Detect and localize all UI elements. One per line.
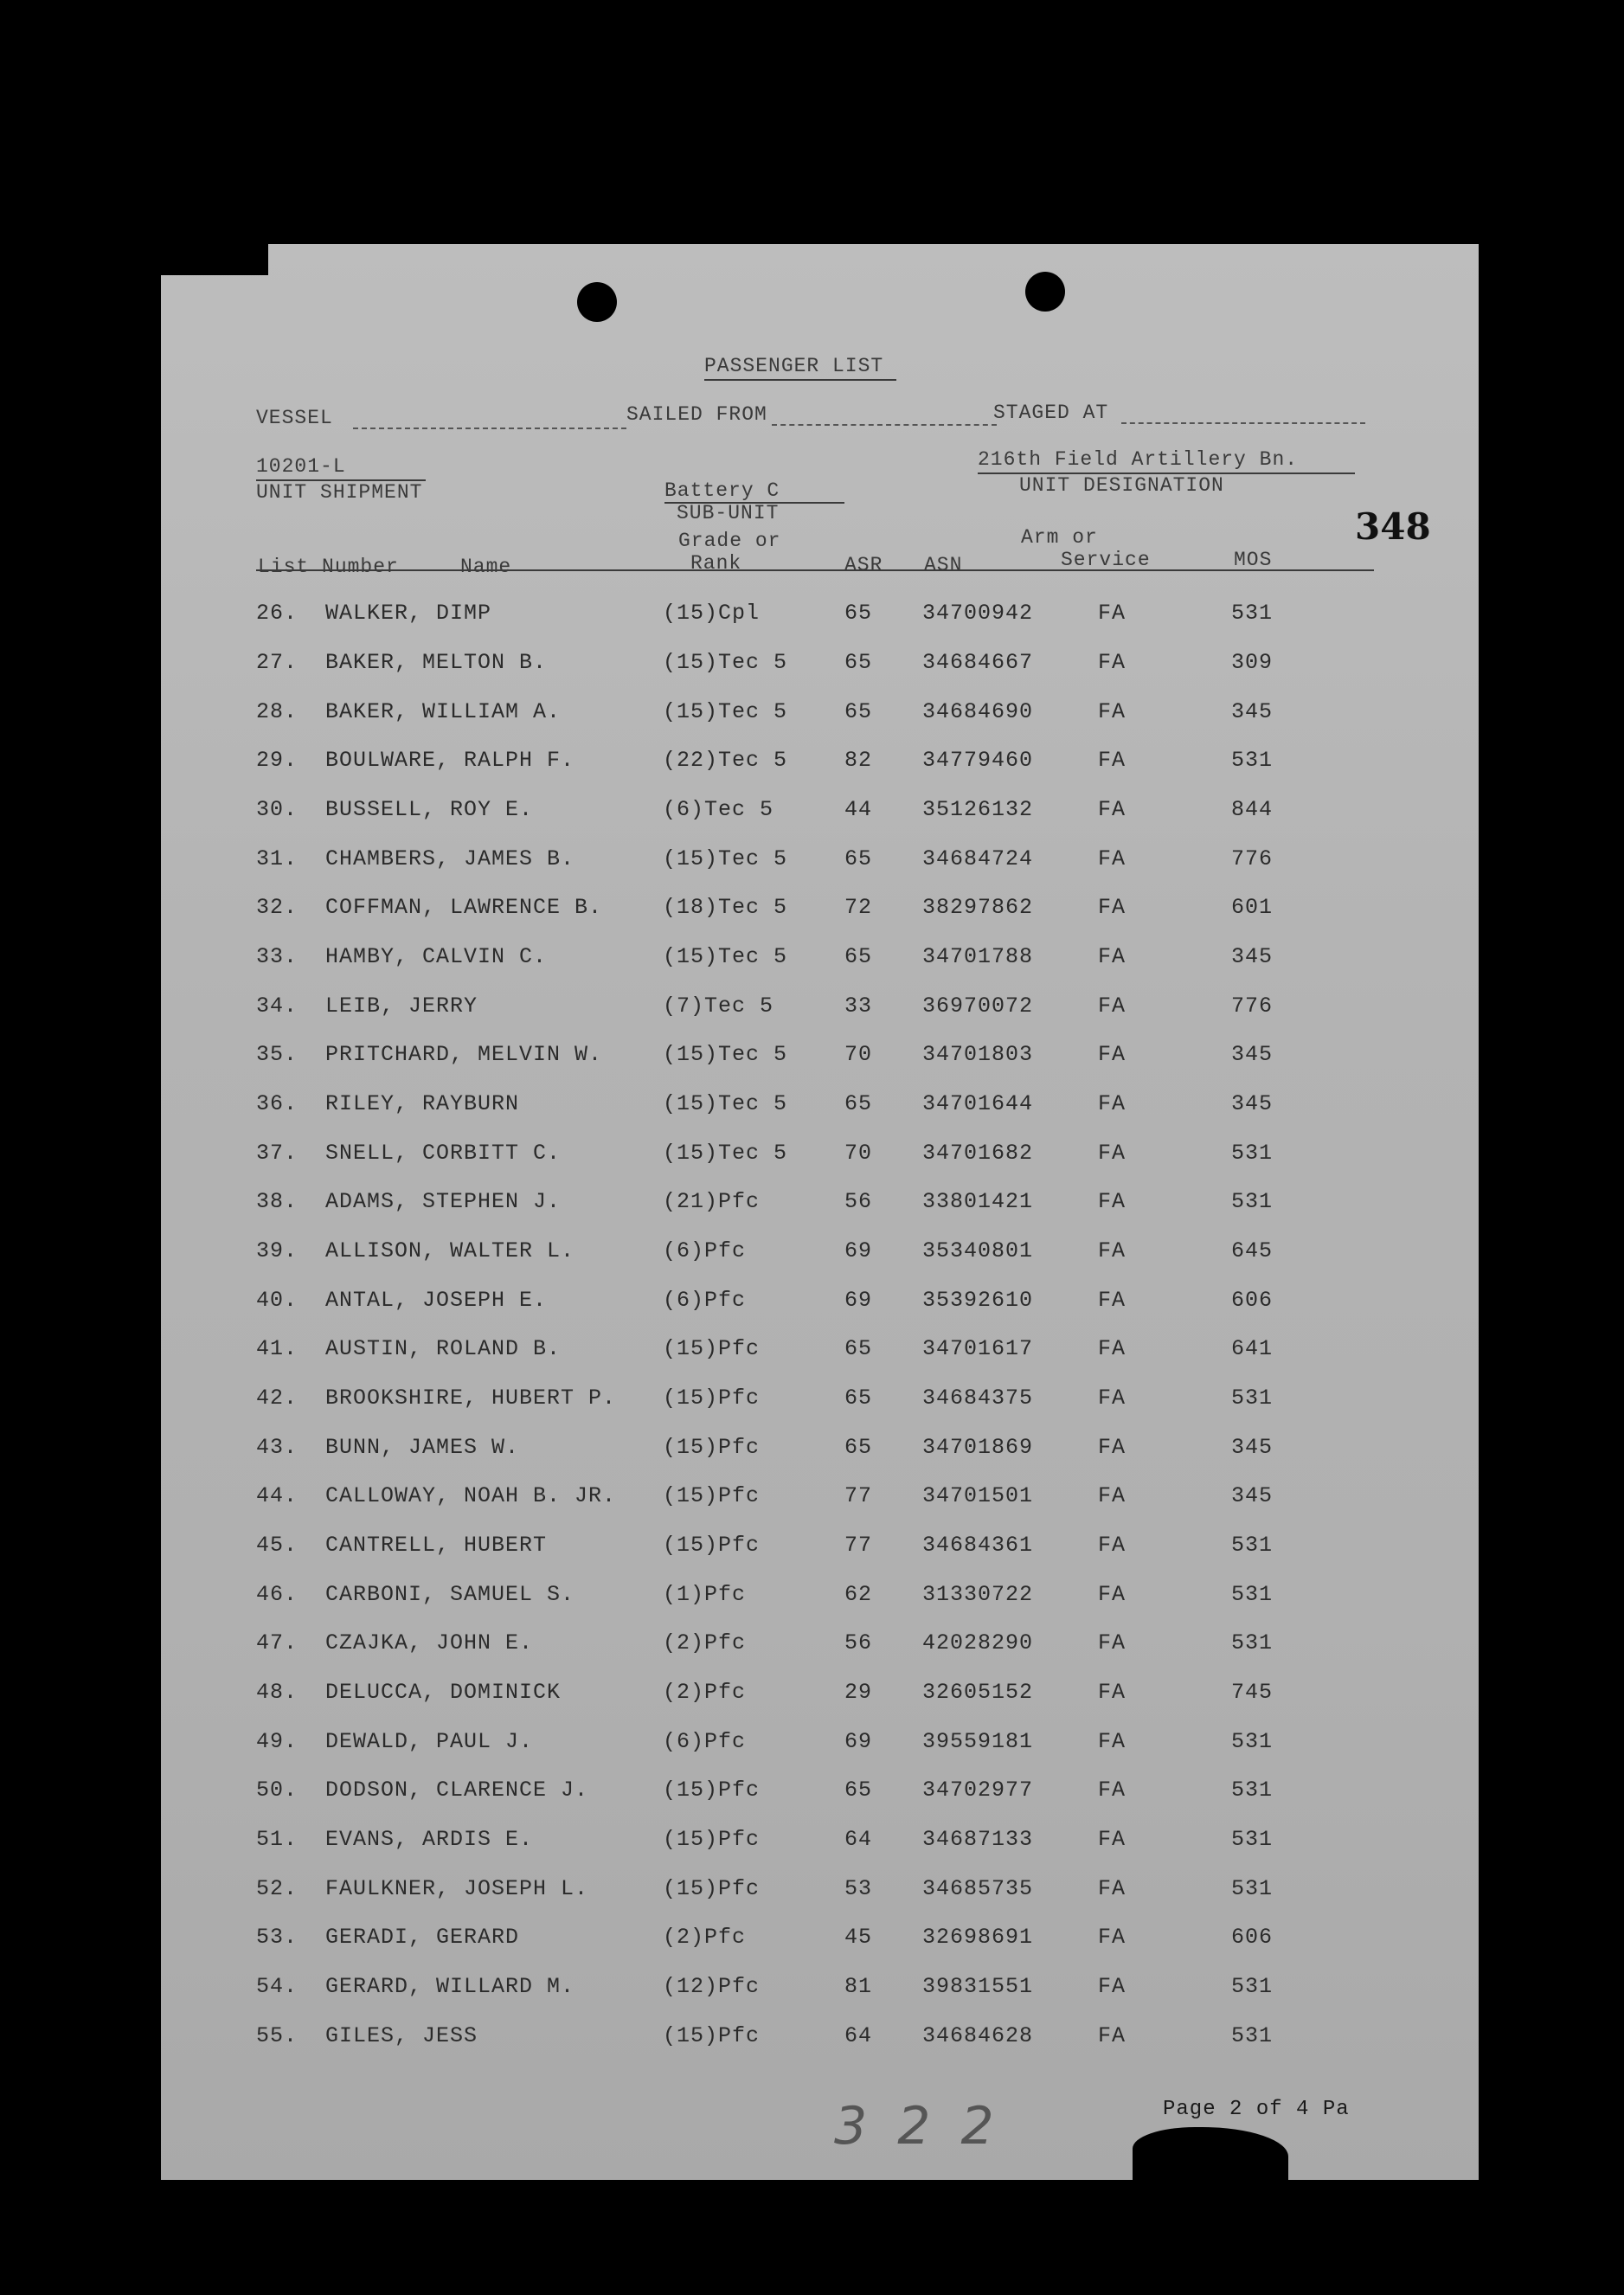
asn: 35392610 <box>922 1288 1034 1313</box>
grade-rank: (7)Tec 5 <box>663 993 774 1019</box>
passenger-name: LEIB, JERRY <box>325 993 478 1019</box>
page-corner-tab <box>161 244 268 275</box>
list-number: 55. <box>256 2023 298 2048</box>
grade-rank: (18)Tec 5 <box>663 895 788 920</box>
list-number: 31. <box>256 846 298 871</box>
unit-designation-label: UNIT DESIGNATION <box>1019 474 1224 497</box>
grade-rank: (15)Pfc <box>663 1385 761 1411</box>
table-row <box>161 650 1479 698</box>
mos: 531 <box>1231 1189 1274 1214</box>
table-row <box>161 1630 1479 1679</box>
grade-rank: (15)Tec 5 <box>663 1141 788 1166</box>
grade-rank: (15)Pfc <box>663 1876 761 1901</box>
mos: 531 <box>1231 1876 1274 1901</box>
asr: 64 <box>844 1827 873 1852</box>
passenger-name: HAMBY, CALVIN C. <box>325 944 548 969</box>
asr: 70 <box>844 1141 873 1166</box>
table-row <box>161 1288 1479 1336</box>
mos: 531 <box>1231 1141 1274 1166</box>
mos: 309 <box>1231 650 1274 675</box>
grade-rank: (15)Pfc <box>663 1336 761 1361</box>
table-row <box>161 1435 1479 1483</box>
unit-shipment-label: UNIT SHIPMENT <box>256 481 423 504</box>
arm-service: FA <box>1098 1778 1127 1803</box>
table-row <box>161 846 1479 895</box>
list-number: 35. <box>256 1042 298 1067</box>
table-row <box>161 601 1479 649</box>
mos: 745 <box>1231 1680 1274 1705</box>
asr: 69 <box>844 1238 873 1263</box>
mos: 776 <box>1231 846 1274 871</box>
arm-service: FA <box>1098 1385 1127 1411</box>
passenger-name: CHAMBERS, JAMES B. <box>325 846 575 871</box>
grade-rank: (15)Pfc <box>663 1827 761 1852</box>
page-stamp-number: 348 <box>1355 505 1431 548</box>
passenger-name: GILES, JESS <box>325 2023 478 2048</box>
list-number: 47. <box>256 1630 298 1655</box>
list-number: 34. <box>256 993 298 1019</box>
asn: 34685735 <box>922 1876 1034 1901</box>
passenger-name: CZAJKA, JOHN E. <box>325 1630 534 1655</box>
column-header-asr: ASR <box>844 554 883 576</box>
document-title: PASSENGER LIST <box>704 355 884 377</box>
asn: 31330722 <box>922 1582 1034 1607</box>
list-number: 45. <box>256 1533 298 1558</box>
list-number: 37. <box>256 1141 298 1166</box>
list-number: 44. <box>256 1483 298 1508</box>
list-number: 39. <box>256 1238 298 1263</box>
asn: 34701682 <box>922 1141 1034 1166</box>
passenger-name: BAKER, WILLIAM A. <box>325 699 562 724</box>
mos: 606 <box>1231 1925 1274 1950</box>
passenger-name: BROOKSHIRE, HUBERT P. <box>325 1385 617 1411</box>
unit-designation-value: 216th Field Artillery Bn. <box>978 448 1299 471</box>
sub-unit-value: Battery C <box>664 479 780 502</box>
table-row <box>161 1680 1479 1728</box>
arm-service: FA <box>1098 1435 1127 1460</box>
passenger-name: CARBONI, SAMUEL S. <box>325 1582 575 1607</box>
mos: 345 <box>1231 944 1274 969</box>
asn: 34701617 <box>922 1336 1034 1361</box>
asr: 77 <box>844 1483 873 1508</box>
sailed-from-field-line <box>772 424 997 426</box>
title-underline <box>704 379 896 381</box>
asn: 34779460 <box>922 748 1034 773</box>
table-row <box>161 895 1479 943</box>
list-number: 48. <box>256 1680 298 1705</box>
arm-service: FA <box>1098 699 1127 724</box>
table-row <box>161 1238 1479 1287</box>
passenger-name: BUSSELL, ROY E. <box>325 797 534 822</box>
asr: 44 <box>844 797 873 822</box>
asr: 65 <box>844 601 873 626</box>
column-header-grade-line1: Grade or <box>678 530 781 552</box>
list-number: 50. <box>256 1778 298 1803</box>
list-number: 52. <box>256 1876 298 1901</box>
table-row <box>161 748 1479 796</box>
asn: 35340801 <box>922 1238 1034 1263</box>
asr: 56 <box>844 1189 873 1214</box>
arm-service: FA <box>1098 895 1127 920</box>
asr: 65 <box>844 944 873 969</box>
asn: 34684724 <box>922 846 1034 871</box>
mos: 531 <box>1231 1974 1274 1999</box>
list-number: 30. <box>256 797 298 822</box>
mos: 606 <box>1231 1288 1274 1313</box>
torn-corner <box>1133 2127 1288 2181</box>
asr: 72 <box>844 895 873 920</box>
passenger-name: BOULWARE, RALPH F. <box>325 748 575 773</box>
passenger-name: GERARD, WILLARD M. <box>325 1974 575 1999</box>
asr: 56 <box>844 1630 873 1655</box>
table-row <box>161 797 1479 845</box>
asn: 34684690 <box>922 699 1034 724</box>
arm-service: FA <box>1098 748 1127 773</box>
arm-service: FA <box>1098 944 1127 969</box>
column-header-arm-line1: Arm or <box>1021 526 1098 549</box>
grade-rank: (2)Pfc <box>663 1925 747 1950</box>
table-row <box>161 1483 1479 1532</box>
arm-service: FA <box>1098 1483 1127 1508</box>
passenger-name: DODSON, CLARENCE J. <box>325 1778 589 1803</box>
handwritten-note: 3 2 2 <box>834 2096 1001 2157</box>
unit-shipment-value: 10201-L <box>256 455 346 478</box>
asn: 39559181 <box>922 1729 1034 1754</box>
list-number: 29. <box>256 748 298 773</box>
passenger-name: PRITCHARD, MELVIN W. <box>325 1042 603 1067</box>
table-row <box>161 1729 1479 1778</box>
arm-service: FA <box>1098 1925 1127 1950</box>
list-number: 26. <box>256 601 298 626</box>
grade-rank: (15)Pfc <box>663 1483 761 1508</box>
asn: 36970072 <box>922 993 1034 1019</box>
punch-hole-right <box>1025 272 1065 312</box>
table-row <box>161 1974 1479 2022</box>
asr: 69 <box>844 1288 873 1313</box>
asn: 34687133 <box>922 1827 1034 1852</box>
asr: 81 <box>844 1974 873 1999</box>
passenger-name: DEWALD, PAUL J. <box>325 1729 534 1754</box>
mos: 345 <box>1231 1091 1274 1116</box>
passenger-name: BUNN, JAMES W. <box>325 1435 520 1460</box>
grade-rank: (15)Cpl <box>663 601 761 626</box>
grade-rank: (22)Tec 5 <box>663 748 788 773</box>
table-row <box>161 1582 1479 1630</box>
asr: 77 <box>844 1533 873 1558</box>
list-number: 33. <box>256 944 298 969</box>
asr: 65 <box>844 1385 873 1411</box>
arm-service: FA <box>1098 1630 1127 1655</box>
arm-service: FA <box>1098 1189 1127 1214</box>
grade-rank: (15)Pfc <box>663 1533 761 1558</box>
passenger-name: EVANS, ARDIS E. <box>325 1827 534 1852</box>
asr: 65 <box>844 1435 873 1460</box>
list-number: 46. <box>256 1582 298 1607</box>
arm-service: FA <box>1098 601 1127 626</box>
mos: 641 <box>1231 1336 1274 1361</box>
asr: 45 <box>844 1925 873 1950</box>
vessel-label: VESSEL <box>256 407 333 429</box>
asn: 34684667 <box>922 650 1034 675</box>
asr: 69 <box>844 1729 873 1754</box>
grade-rank: (15)Tec 5 <box>663 846 788 871</box>
passenger-name: RILEY, RAYBURN <box>325 1091 520 1116</box>
passenger-name: AUSTIN, ROLAND B. <box>325 1336 562 1361</box>
asn: 38297862 <box>922 895 1034 920</box>
list-number: 42. <box>256 1385 298 1411</box>
mos: 345 <box>1231 1042 1274 1067</box>
grade-rank: (15)Tec 5 <box>663 1091 788 1116</box>
asn: 42028290 <box>922 1630 1034 1655</box>
table-row <box>161 1336 1479 1385</box>
grade-rank: (21)Pfc <box>663 1189 761 1214</box>
arm-service: FA <box>1098 846 1127 871</box>
column-header-underline <box>256 569 1374 571</box>
grade-rank: (15)Tec 5 <box>663 1042 788 1067</box>
arm-service: FA <box>1098 650 1127 675</box>
passenger-name: GERADI, GERARD <box>325 1925 520 1950</box>
mos: 345 <box>1231 699 1274 724</box>
asr: 62 <box>844 1582 873 1607</box>
asn: 34684361 <box>922 1533 1034 1558</box>
list-number: 40. <box>256 1288 298 1313</box>
punch-hole-left <box>577 282 617 322</box>
list-number: 49. <box>256 1729 298 1754</box>
asn: 34684375 <box>922 1385 1034 1411</box>
vessel-field-line <box>353 428 626 429</box>
list-number: 53. <box>256 1925 298 1950</box>
column-header-grade-line2: Rank <box>690 552 742 575</box>
arm-service: FA <box>1098 1582 1127 1607</box>
asn: 32605152 <box>922 1680 1034 1705</box>
column-header-asn: ASN <box>924 554 963 576</box>
grade-rank: (15)Pfc <box>663 2023 761 2048</box>
table-row <box>161 993 1479 1042</box>
arm-service: FA <box>1098 1091 1127 1116</box>
arm-service: FA <box>1098 1974 1127 1999</box>
passenger-name: ALLISON, WALTER L. <box>325 1238 575 1263</box>
list-number: 28. <box>256 699 298 724</box>
asr: 65 <box>844 1778 873 1803</box>
mos: 531 <box>1231 1630 1274 1655</box>
table-row <box>161 1042 1479 1090</box>
passenger-name: CALLOWAY, NOAH B. JR. <box>325 1483 617 1508</box>
passenger-name: DELUCCA, DOMINICK <box>325 1680 562 1705</box>
column-header-arm-line2: Service <box>1061 549 1151 571</box>
grade-rank: (6)Pfc <box>663 1729 747 1754</box>
list-number: 51. <box>256 1827 298 1852</box>
mos: 531 <box>1231 1385 1274 1411</box>
grade-rank: (6)Pfc <box>663 1238 747 1263</box>
asn: 34701644 <box>922 1091 1034 1116</box>
passenger-name: SNELL, CORBITT C. <box>325 1141 562 1166</box>
table-row <box>161 1876 1479 1925</box>
arm-service: FA <box>1098 993 1127 1019</box>
mos: 601 <box>1231 895 1274 920</box>
list-number: 32. <box>256 895 298 920</box>
passenger-name: COFFMAN, LAWRENCE B. <box>325 895 603 920</box>
staged-at-field-line <box>1121 422 1365 424</box>
list-number: 41. <box>256 1336 298 1361</box>
mos: 531 <box>1231 1827 1274 1852</box>
column-header-list-number: List Number <box>258 556 399 578</box>
page-footer: Page 2 of 4 Pa <box>1163 2098 1350 2121</box>
table-row <box>161 1189 1479 1238</box>
list-number: 36. <box>256 1091 298 1116</box>
grade-rank: (15)Pfc <box>663 1435 761 1460</box>
asr: 33 <box>844 993 873 1019</box>
asr: 64 <box>844 2023 873 2048</box>
arm-service: FA <box>1098 2023 1127 2048</box>
asr: 65 <box>844 650 873 675</box>
asr: 65 <box>844 1336 873 1361</box>
grade-rank: (6)Tec 5 <box>663 797 774 822</box>
arm-service: FA <box>1098 1876 1127 1901</box>
arm-service: FA <box>1098 1336 1127 1361</box>
asn: 34701869 <box>922 1435 1034 1460</box>
table-row <box>161 1141 1479 1189</box>
arm-service: FA <box>1098 1141 1127 1166</box>
asn: 39831551 <box>922 1974 1034 1999</box>
mos: 776 <box>1231 993 1274 1019</box>
asn: 34701501 <box>922 1483 1034 1508</box>
asr: 65 <box>844 846 873 871</box>
table-row <box>161 944 1479 993</box>
arm-service: FA <box>1098 1729 1127 1754</box>
list-number: 38. <box>256 1189 298 1214</box>
sailed-from-label: SAILED FROM <box>626 403 767 426</box>
passenger-name: CANTRELL, HUBERT <box>325 1533 548 1558</box>
arm-service: FA <box>1098 1288 1127 1313</box>
asn: 34702977 <box>922 1778 1034 1803</box>
column-header-mos: MOS <box>1234 549 1273 571</box>
arm-service: FA <box>1098 1042 1127 1067</box>
asr: 29 <box>844 1680 873 1705</box>
table-row <box>161 1091 1479 1140</box>
table-row <box>161 1827 1479 1875</box>
table-row <box>161 1385 1479 1434</box>
grade-rank: (15)Tec 5 <box>663 699 788 724</box>
asn: 33801421 <box>922 1189 1034 1214</box>
asr: 70 <box>844 1042 873 1067</box>
asn: 34701803 <box>922 1042 1034 1067</box>
mos: 345 <box>1231 1483 1274 1508</box>
grade-rank: (6)Pfc <box>663 1288 747 1313</box>
table-row <box>161 1778 1479 1826</box>
grade-rank: (15)Tec 5 <box>663 650 788 675</box>
asn: 34684628 <box>922 2023 1034 2048</box>
grade-rank: (2)Pfc <box>663 1680 747 1705</box>
passenger-name: FAULKNER, JOSEPH L. <box>325 1876 589 1901</box>
arm-service: FA <box>1098 1680 1127 1705</box>
staged-at-label: STAGED AT <box>993 402 1109 424</box>
document-page <box>161 244 1479 2180</box>
asr: 65 <box>844 1091 873 1116</box>
asr: 65 <box>844 699 873 724</box>
asr: 53 <box>844 1876 873 1901</box>
grade-rank: (12)Pfc <box>663 1974 761 1999</box>
mos: 531 <box>1231 1533 1274 1558</box>
passenger-name: WALKER, DIMP <box>325 601 492 626</box>
grade-rank: (1)Pfc <box>663 1582 747 1607</box>
passenger-name: ADAMS, STEPHEN J. <box>325 1189 562 1214</box>
table-row <box>161 1533 1479 1581</box>
asn: 34701788 <box>922 944 1034 969</box>
mos: 531 <box>1231 601 1274 626</box>
table-row <box>161 2023 1479 2072</box>
mos: 531 <box>1231 1778 1274 1803</box>
grade-rank: (15)Pfc <box>663 1778 761 1803</box>
mos: 531 <box>1231 1729 1274 1754</box>
asr: 82 <box>844 748 873 773</box>
asn: 34700942 <box>922 601 1034 626</box>
table-row <box>161 699 1479 748</box>
arm-service: FA <box>1098 1533 1127 1558</box>
mos: 531 <box>1231 1582 1274 1607</box>
list-number: 27. <box>256 650 298 675</box>
column-header-name: Name <box>460 556 512 578</box>
grade-rank: (15)Tec 5 <box>663 944 788 969</box>
mos: 844 <box>1231 797 1274 822</box>
mos: 645 <box>1231 1238 1274 1263</box>
sub-unit-label: SUB-UNIT <box>677 502 780 524</box>
passenger-name: BAKER, MELTON B. <box>325 650 548 675</box>
arm-service: FA <box>1098 1827 1127 1852</box>
grade-rank: (2)Pfc <box>663 1630 747 1655</box>
passenger-name: ANTAL, JOSEPH E. <box>325 1288 548 1313</box>
mos: 531 <box>1231 2023 1274 2048</box>
mos: 345 <box>1231 1435 1274 1460</box>
asn: 35126132 <box>922 797 1034 822</box>
table-row <box>161 1925 1479 1973</box>
asn: 32698691 <box>922 1925 1034 1950</box>
mos: 531 <box>1231 748 1274 773</box>
list-number: 54. <box>256 1974 298 1999</box>
arm-service: FA <box>1098 797 1127 822</box>
arm-service: FA <box>1098 1238 1127 1263</box>
list-number: 43. <box>256 1435 298 1460</box>
